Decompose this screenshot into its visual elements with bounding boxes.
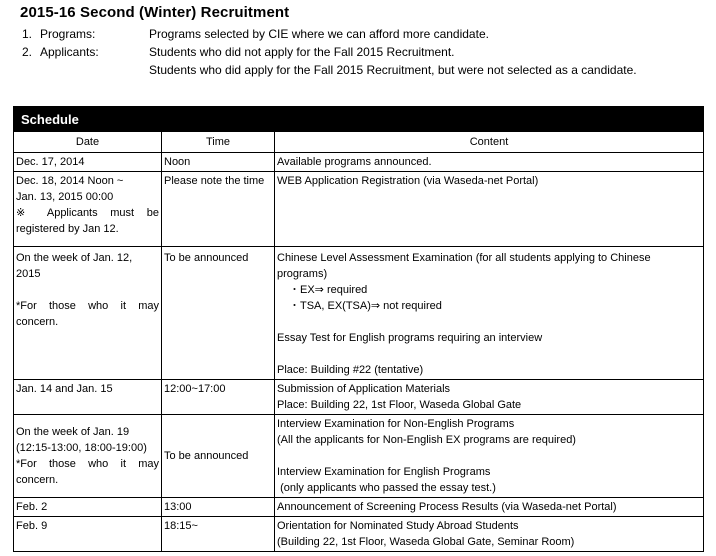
info-label: Applicants:: [40, 45, 99, 59]
date-cell: [14, 498, 162, 517]
date-cell: [14, 172, 162, 247]
content-cell: [275, 172, 704, 247]
date-cell: [14, 380, 162, 415]
date-line: concern.: [16, 316, 59, 328]
time-cell: [162, 247, 275, 380]
content-line: Essay Test for English programs requiring an interview: [277, 332, 543, 344]
table-row: [14, 498, 704, 517]
content-line: Interview Examination for Non-English Programs: [277, 418, 515, 430]
column-header-content: Content: [275, 132, 704, 153]
schedule-heading: Schedule: [13, 106, 704, 131]
content-line: Place: Building 22, 1st Floor, Waseda Global Gate: [277, 399, 522, 411]
time-line: Please note the time: [164, 175, 265, 187]
info-label: Programs:: [40, 27, 96, 41]
info-value: Programs selected by CIE where we can afford more candidate.: [149, 27, 489, 41]
content-cell: [275, 415, 704, 498]
date-line: (12:15-13:00, 18:00-19:00): [16, 442, 147, 454]
date-cell: [14, 247, 162, 380]
date-line: *For those who it may: [16, 458, 159, 470]
date-line: concern.: [16, 474, 59, 486]
content-line: (only applicants who passed the essay test.): [277, 482, 496, 494]
info-value: Students who did not apply for the Fall 2015 Recruitment.: [149, 45, 455, 59]
table-row: [14, 517, 704, 552]
time-line: Noon: [164, 156, 191, 168]
time-line: 18:15~: [164, 520, 198, 532]
content-line: WEB Application Registration (via Waseda-net Portal): [277, 175, 539, 187]
content-line: Announcement of Screening Process Results (via Waseda-net Portal): [277, 501, 617, 513]
table-row: [14, 153, 704, 172]
table-row: [14, 172, 704, 247]
info-value: Students who did apply for the Fall 2015 Recruitment, but were not selected as a candidate.: [149, 63, 637, 77]
date-line: On the week of Jan. 12, 2015: [16, 252, 136, 280]
date-cell: [14, 153, 162, 172]
content-line: programs): [277, 268, 328, 280]
content-line: Place: Building #22 (tentative): [277, 364, 424, 376]
time-cell: [162, 153, 275, 172]
page-title: 2015-16 Second (Winter) Recruitment: [20, 4, 290, 21]
info-number: 2.: [22, 45, 33, 59]
column-header-time: Time: [162, 132, 275, 153]
content-cell: [275, 517, 704, 552]
content-line: Submission of Application Materials: [277, 383, 451, 395]
time-line: 13:00: [164, 501, 192, 513]
date-line: ※ Applicants must be: [16, 207, 159, 219]
date-line: On the week of Jan. 19: [16, 426, 130, 438]
date-line: Feb. 9: [16, 520, 48, 532]
table-row: [14, 247, 704, 380]
content-line: Orientation for Nominated Study Abroad Students: [277, 520, 519, 532]
date-line: Dec. 17, 2014: [16, 156, 85, 168]
info-number: 1.: [22, 27, 33, 41]
content-cell: [275, 247, 704, 380]
content-line: Interview Examination for English Programs: [277, 466, 491, 478]
content-cell: [275, 498, 704, 517]
date-line: Feb. 2: [16, 501, 48, 513]
table-header-row: [14, 132, 704, 153]
time-cell: [162, 415, 275, 498]
date-line: Dec. 18, 2014 Noon ~: [16, 175, 124, 187]
time-line: To be announced: [164, 252, 249, 264]
content-cell: [275, 153, 704, 172]
time-line: To be announced: [164, 450, 249, 462]
date-line: Jan. 13, 2015 00:00: [16, 191, 114, 203]
table-row: [14, 380, 704, 415]
content-line: (All the applicants for Non-English EX programs are required): [277, 434, 576, 446]
content-line: ・EX⇒ required: [289, 284, 368, 296]
date-line: Jan. 14 and Jan. 15: [16, 383, 113, 395]
time-cell: [162, 380, 275, 415]
content-line: Chinese Level Assessment Examination (for all students applying to Chinese: [277, 252, 651, 264]
date-cell: [14, 517, 162, 552]
content-line: Available programs announced.: [277, 156, 432, 168]
time-cell: [162, 172, 275, 247]
content-cell: [275, 380, 704, 415]
time-cell: [162, 498, 275, 517]
time-cell: [162, 517, 275, 552]
column-header-date: Date: [14, 132, 162, 153]
content-line: (Building 22, 1st Floor, Waseda Global Gate, Seminar Room): [277, 536, 575, 548]
date-line: *For those who it may: [16, 300, 159, 312]
content-line: ・TSA, EX(TSA)⇒ not required: [289, 300, 442, 312]
date-cell: [14, 415, 162, 498]
date-line: registered by Jan 12.: [16, 223, 119, 235]
table-row: [14, 415, 704, 498]
schedule-table: [13, 131, 704, 552]
time-line: 12:00~17:00: [164, 383, 226, 395]
